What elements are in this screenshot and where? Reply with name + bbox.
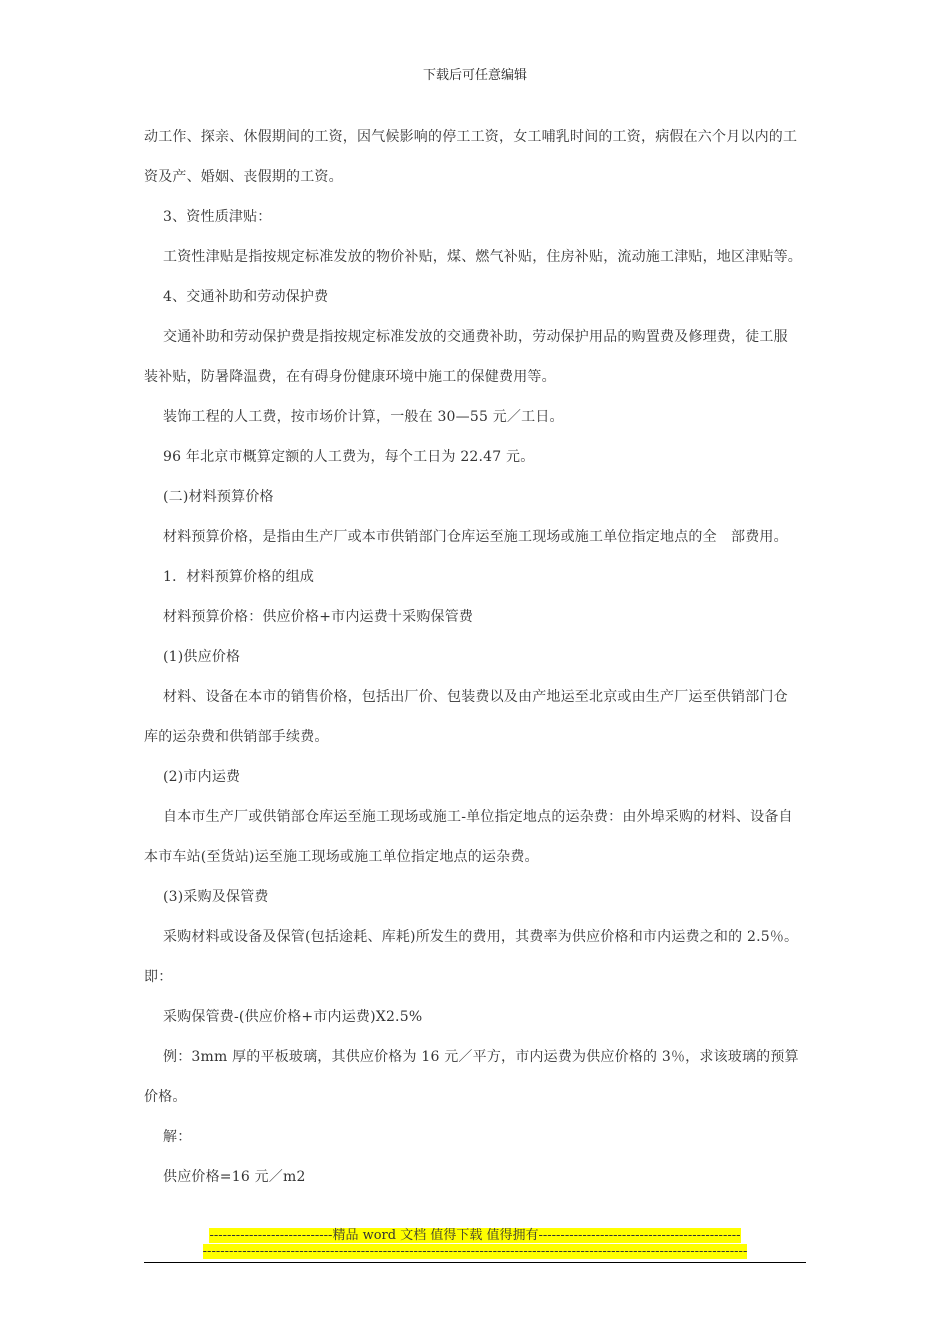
section-heading: (1)供应价格 xyxy=(163,649,241,665)
paragraph: 本市车站(至货站)运至施工现场或施工单位指定地点的运杂费。 xyxy=(144,849,539,865)
footer-line-1 xyxy=(0,1228,950,1244)
paragraph: 材料预算价格，是指由生产厂或本市供销部门仓库运至施工现场或施工单位指定地点的全 部费用。 xyxy=(163,529,788,545)
paragraph: 96 年北京市概算定额的人工费为，每个工日为 22.47 元。 xyxy=(163,449,535,465)
paragraph: 资及产、婚姻、丧假期的工资。 xyxy=(144,169,343,185)
section-heading: (3)采购及保管费 xyxy=(163,889,269,905)
paragraph: 库的运杂费和供销部手续费。 xyxy=(144,729,329,745)
document-body xyxy=(144,117,806,1197)
paragraph: 3、资性质津贴： xyxy=(163,209,272,225)
section-heading: 1．材料预算价格的组成 xyxy=(163,569,315,585)
page-header: 下载后可任意编辑 xyxy=(422,68,527,83)
paragraph: 例：3mm 厚的平板玻璃，其供应价格为 16 元／平方，市内运费为供应价格的 3％，求该玻璃的预算 xyxy=(163,1049,799,1065)
footer-dash-line: ---------------------------------------------------------------------------------------------------------------------------- xyxy=(202,1244,748,1259)
section-heading: (二)材料预算价格 xyxy=(163,489,274,505)
formula: 采购保管费-(供应价格+市内运费)X2.5% xyxy=(163,1009,423,1025)
footer-rule xyxy=(144,1262,806,1263)
paragraph: 自本市生产厂或供销部仓库运至施工现场或施工-单位指定地点的运杂费：由外埠采购的材料、设备自 xyxy=(163,809,793,825)
paragraph: 价格。 xyxy=(144,1089,187,1105)
paragraph: 4、交通补助和劳动保护费 xyxy=(163,289,329,305)
paragraph: 采购材料或设备及保管(包括途耗、库耗)所发生的费用，其费率为供应价格和市内运费之和的 2.5％。 xyxy=(163,929,799,945)
paragraph: 材料预算价格：供应价格+市内运费十采购保管费 xyxy=(163,609,474,625)
paragraph: 材料、设备在本市的销售价格，包括出厂价、包装费以及由产地运至北京或由生产厂运至供销部门仓 xyxy=(163,689,788,705)
paragraph: 交通补助和劳动保护费是指按规定标准发放的交通费补助，劳动保护用品的购置费及修理费，徒工服 xyxy=(163,329,788,345)
footer-line-2 xyxy=(0,1244,950,1260)
paragraph: 装补贴，防暑降温费，在有碍身份健康环境中施工的保健费用等。 xyxy=(144,369,556,385)
paragraph: 动工作、探亲、休假期间的工资，因气候影响的停工工资，女工哺乳时间的工资，病假在六个月以内的工 xyxy=(144,129,798,145)
paragraph: 解： xyxy=(163,1129,192,1145)
page-footer xyxy=(0,1228,950,1260)
footer-banner-text: ----------------------------精品 word 文档 值得下载 值得拥有---------------------------------------------- xyxy=(209,1228,741,1243)
section-heading: (2)市内运费 xyxy=(163,769,241,785)
paragraph: 即： xyxy=(144,969,173,985)
paragraph: 装饰工程的人工费，按市场价计算，一般在 30—55 元／工日。 xyxy=(163,409,564,425)
formula: 供应价格=16 元／m2 xyxy=(163,1169,306,1185)
paragraph: 工资性津贴是指按规定标准发放的物价补贴，煤、燃气补贴，住房补贴，流动施工津贴，地区津贴等。 xyxy=(163,249,802,265)
